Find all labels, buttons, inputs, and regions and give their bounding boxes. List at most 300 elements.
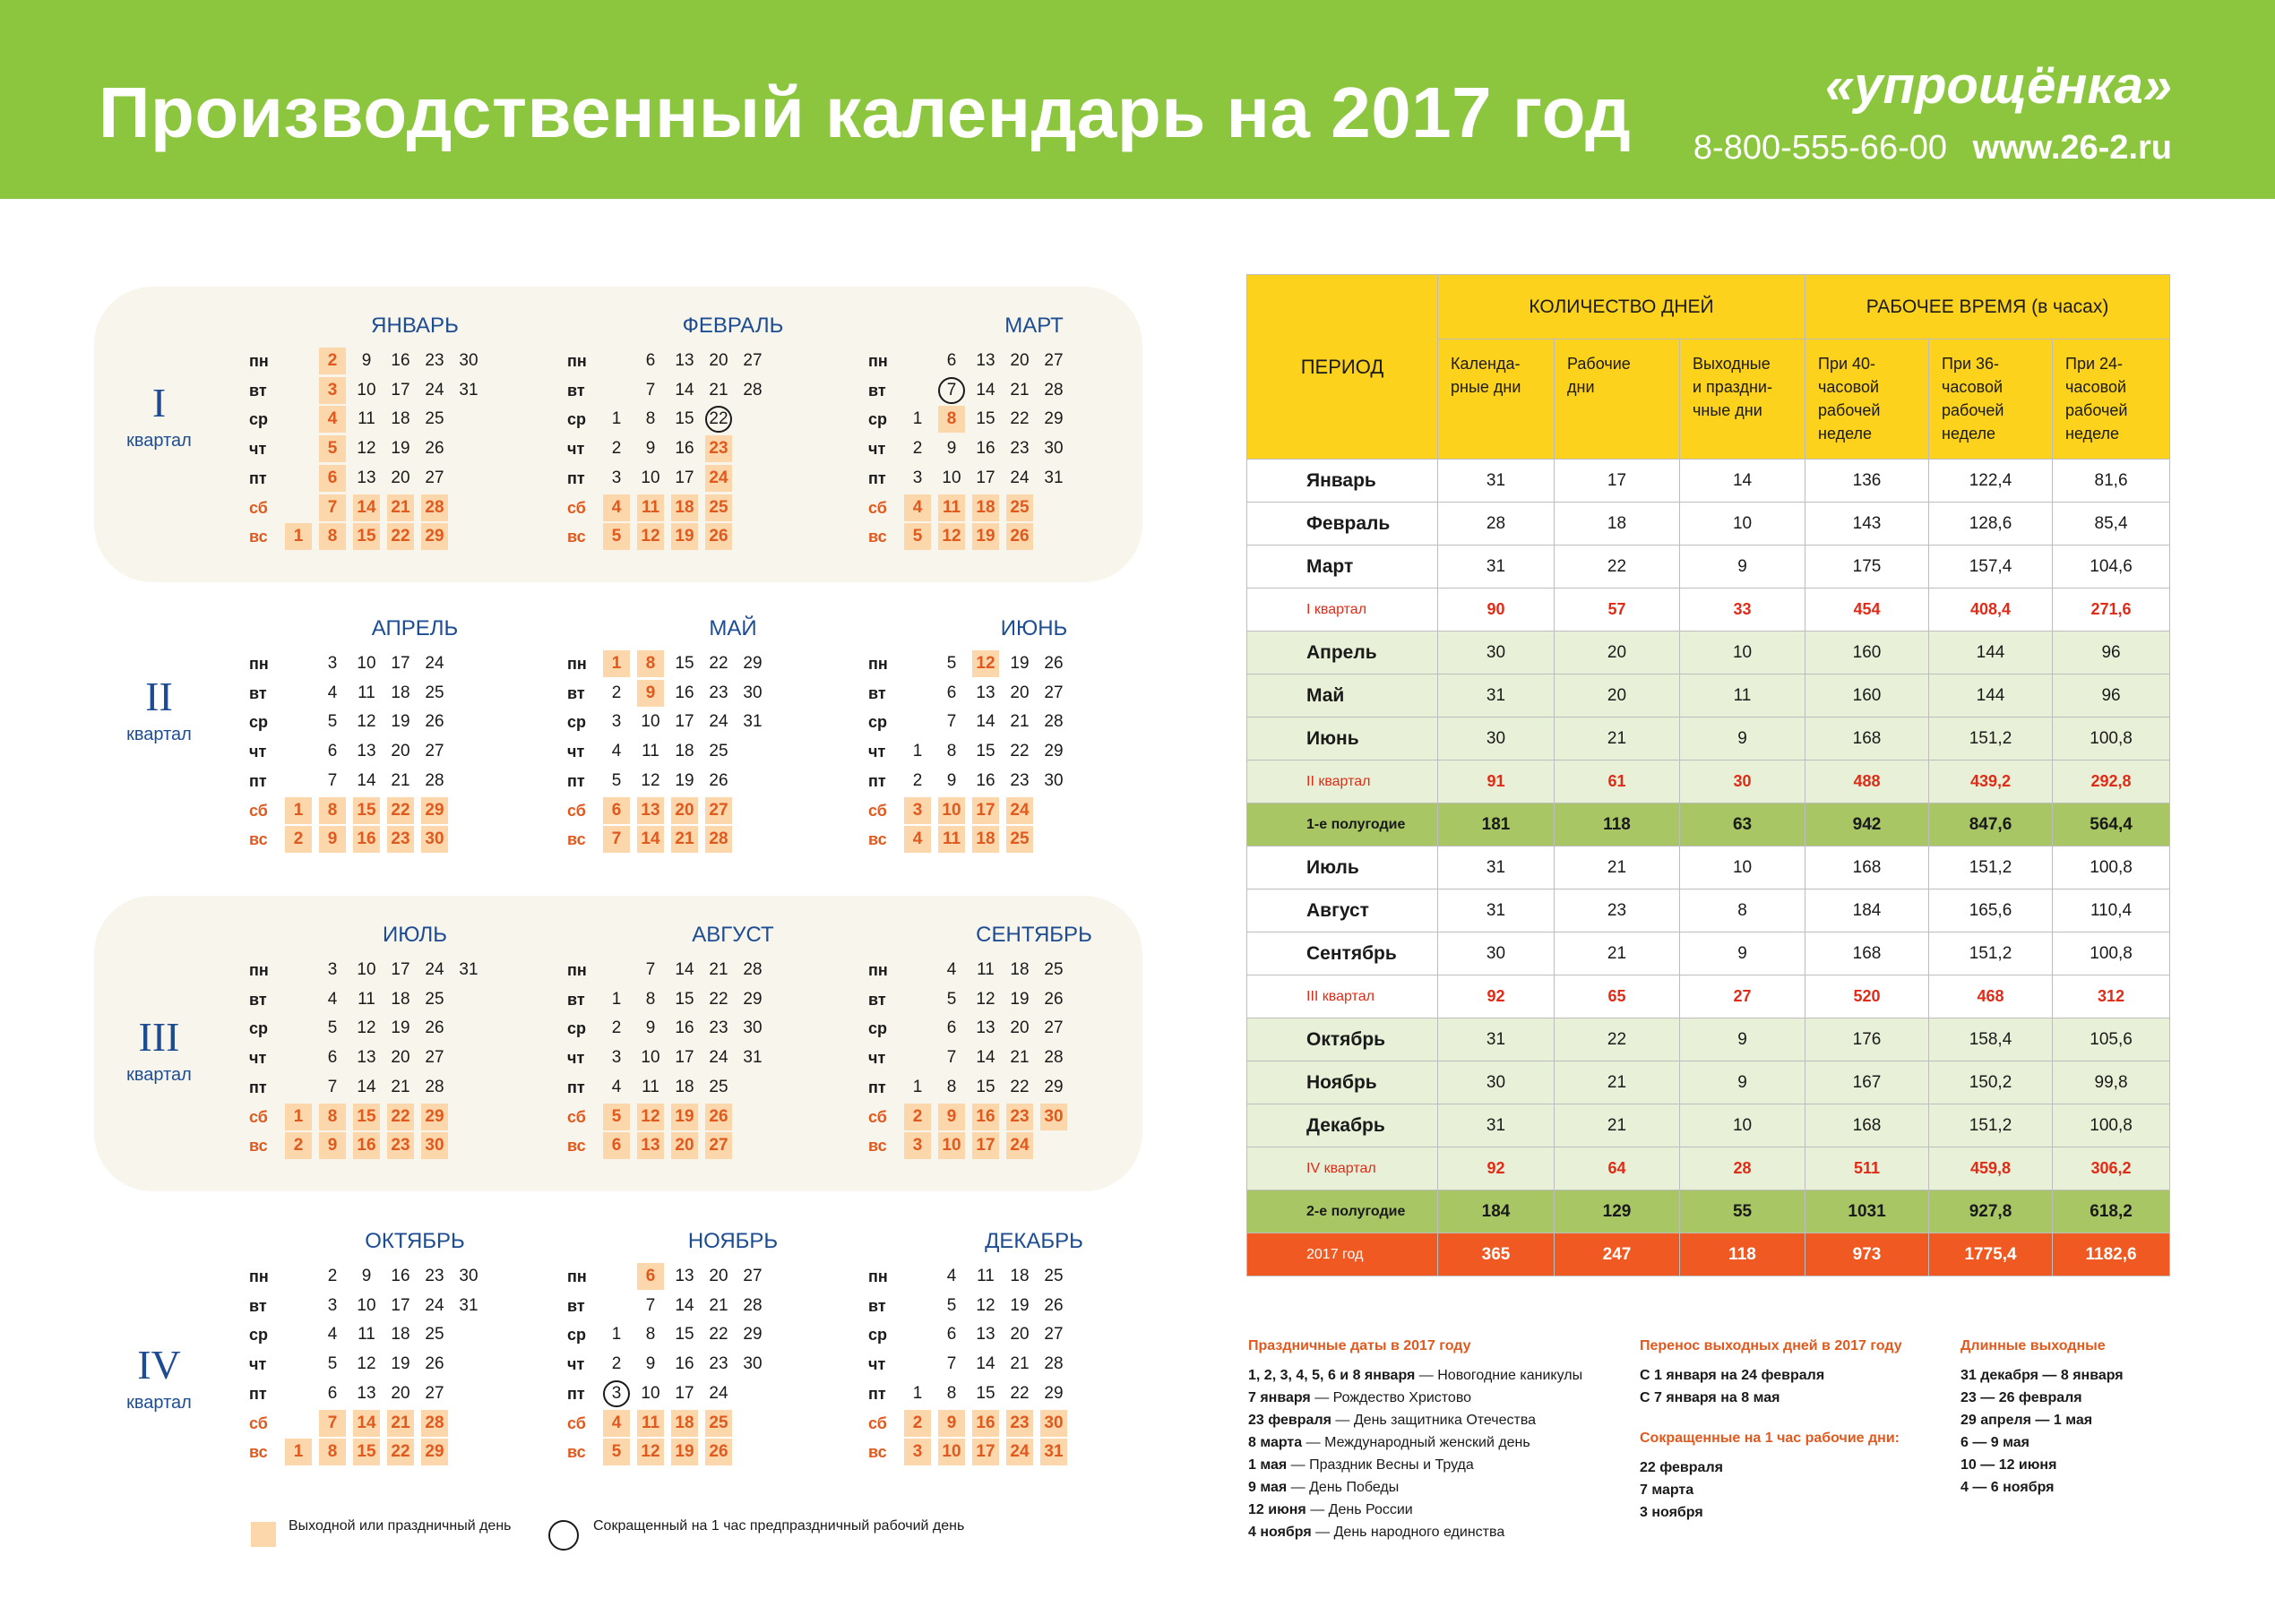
day-cell: 17 <box>675 1048 694 1068</box>
weekday-label: чт <box>249 1355 267 1374</box>
value-cell: 21 <box>1555 1104 1680 1147</box>
holiday-day-cell: 12 <box>637 1104 664 1130</box>
day-cell: 19 <box>391 1354 410 1374</box>
day-cell: 30 <box>743 1018 763 1038</box>
value-cell: 176 <box>1805 1018 1929 1061</box>
quarter-label-2: II квартал <box>126 674 192 744</box>
day-cell: 30 <box>743 683 763 702</box>
weekday-label: пн <box>249 1267 269 1285</box>
long-weekend-item: 29 апреля — 1 мая <box>1960 1413 2093 1428</box>
value-cell: 9 <box>1680 1018 1805 1061</box>
day-cell: 10 <box>641 1048 660 1068</box>
month-name: СЕНТЯБРЬ <box>976 923 1092 947</box>
weekday-label: чт <box>249 440 267 459</box>
value-cell: 31 <box>1438 846 1555 889</box>
weekday-row <box>249 523 536 550</box>
holiday-day-cell: 6 <box>319 465 346 492</box>
day-cell: 22 <box>1010 1383 1030 1403</box>
day-cell: 27 <box>743 351 763 370</box>
weekday-label: вт <box>567 1296 585 1315</box>
day-cell: 8 <box>946 742 957 761</box>
day-cell: 2 <box>611 1354 622 1374</box>
month-3 <box>868 314 1155 582</box>
day-cell: 27 <box>743 1267 763 1285</box>
holiday-day-cell: 4 <box>904 494 931 521</box>
day-cell: 13 <box>357 468 376 487</box>
website-link[interactable]: www.26-2.ru <box>1972 129 2172 167</box>
day-cell: 18 <box>391 683 410 702</box>
holiday-day-cell: 16 <box>353 826 380 853</box>
day-cell: 11 <box>358 409 375 429</box>
weekday-label: чт <box>868 1049 886 1068</box>
holiday-day-cell: 26 <box>705 1439 732 1465</box>
weekday-label: вс <box>868 830 887 849</box>
weekday-label: пн <box>868 352 888 370</box>
holiday-day-cell: 8 <box>319 1439 346 1465</box>
value-cell: 30 <box>1680 760 1805 803</box>
holiday-day-cell: 22 <box>387 523 414 550</box>
weekday-row <box>567 709 854 735</box>
value-cell: 20 <box>1555 675 1680 717</box>
day-cell: 28 <box>1044 712 1064 732</box>
transfer-item: С 7 января на 8 мая <box>1640 1390 1780 1405</box>
day-cell: 4 <box>327 989 338 1009</box>
holiday-day-cell: 20 <box>671 1132 698 1159</box>
day-cell: 23 <box>1010 439 1030 459</box>
holiday-day-cell: 18 <box>972 826 999 853</box>
day-cell: 3 <box>912 468 923 487</box>
day-cell: 25 <box>425 683 444 702</box>
period-cell: Апрель <box>1247 632 1438 675</box>
weekday-label: чт <box>868 1355 886 1374</box>
weekday-label: ср <box>868 1326 888 1345</box>
weekday-row <box>567 348 854 374</box>
value-cell: 21 <box>1555 1061 1680 1104</box>
value-cell: 511 <box>1805 1147 1929 1190</box>
holiday-day-cell: 30 <box>1040 1410 1067 1437</box>
month-12 <box>868 1229 1155 1498</box>
weekday-row <box>868 406 1155 433</box>
day-cell: 15 <box>675 1325 694 1345</box>
weekday-row <box>868 1044 1155 1071</box>
weekday-label: пн <box>249 655 269 673</box>
weekday-row <box>249 1439 536 1465</box>
table-row <box>1247 846 2170 889</box>
weekday-row <box>567 1439 854 1465</box>
holiday-day-cell: 8 <box>938 406 965 433</box>
day-cell: 18 <box>1010 1267 1030 1285</box>
month-name: АВГУСТ <box>692 923 774 947</box>
weekday-row <box>249 986 536 1013</box>
value-cell: 168 <box>1805 846 1929 889</box>
weekday-label: сб <box>567 801 586 820</box>
weekday-label: ср <box>567 410 587 429</box>
short-day-cell: 7 <box>938 377 965 404</box>
day-cell: 25 <box>425 1325 444 1345</box>
weekday-row <box>868 1015 1155 1042</box>
weekday-row <box>868 435 1155 462</box>
holiday-day-cell: 3 <box>904 1132 931 1159</box>
holiday-day-cell: 7 <box>319 494 346 521</box>
day-cell: 30 <box>1044 439 1064 459</box>
month-name: МАЙ <box>709 616 757 640</box>
month-7 <box>249 923 536 1191</box>
weekday-row <box>249 465 536 492</box>
day-cell: 24 <box>709 712 728 732</box>
weekday-label: пт <box>249 771 267 790</box>
holiday-day-cell: 24 <box>1006 797 1033 824</box>
weekday-row <box>249 680 536 707</box>
day-cell: 17 <box>391 1295 410 1315</box>
holiday-day-cell: 27 <box>705 1132 732 1159</box>
month-2 <box>567 314 854 582</box>
weekday-row <box>249 1044 536 1071</box>
day-cell: 1 <box>912 1077 923 1096</box>
value-cell: 92 <box>1438 1147 1555 1190</box>
holiday-day-cell: 23 <box>705 435 732 462</box>
holiday-day-cell: 18 <box>671 494 698 521</box>
day-cell: 26 <box>425 439 444 459</box>
day-cell: 2 <box>611 439 622 459</box>
table-row <box>1247 1018 2170 1061</box>
weekday-label: сб <box>868 498 887 517</box>
value-cell: 408,4 <box>1929 589 2053 632</box>
period-cell: III квартал <box>1247 975 1438 1018</box>
day-cell: 9 <box>645 1354 656 1374</box>
weekday-label: сб <box>868 1413 887 1432</box>
day-cell: 25 <box>709 742 728 761</box>
day-cell: 28 <box>743 1295 763 1315</box>
day-cell: 10 <box>942 468 961 487</box>
weekday-label: пт <box>567 771 585 790</box>
day-cell: 30 <box>743 1354 763 1374</box>
short-day-cell: 3 <box>603 1380 630 1407</box>
holiday-day-cell: 29 <box>421 797 448 824</box>
long-weekends-block <box>1960 1335 2193 1499</box>
weekday-label: ср <box>249 410 269 429</box>
day-cell: 12 <box>976 1295 995 1315</box>
weekday-label: сб <box>868 801 887 820</box>
weekday-label: пт <box>868 1384 886 1403</box>
day-cell: 21 <box>709 380 728 400</box>
period-cell: Август <box>1247 889 1438 932</box>
day-cell: 13 <box>357 742 376 761</box>
day-cell: 19 <box>1010 654 1030 673</box>
holiday-day-cell: 30 <box>421 826 448 853</box>
value-cell: 91 <box>1438 760 1555 803</box>
period-cell: Март <box>1247 546 1438 589</box>
value-cell: 11 <box>1680 675 1805 717</box>
day-cell: 29 <box>743 1325 763 1345</box>
day-cell: 20 <box>709 1267 728 1285</box>
short-day-cell: 22 <box>705 406 732 433</box>
period-cell: Октябрь <box>1247 1018 1438 1061</box>
working-time-table <box>1246 274 2170 1276</box>
weekday-label: вс <box>249 1137 268 1156</box>
weekday-row <box>868 1132 1155 1159</box>
value-cell: 459,8 <box>1929 1147 2053 1190</box>
holiday-dates-title: Праздничные даты в 2017 году <box>1248 1338 1471 1353</box>
holiday-day-cell: 10 <box>938 797 965 824</box>
holiday-day-cell: 12 <box>972 650 999 677</box>
holiday-day-cell: 4 <box>904 826 931 853</box>
day-cell: 7 <box>327 1077 338 1096</box>
holiday-item: 4 ноября — День народного единства <box>1248 1525 1505 1540</box>
day-cell: 24 <box>1010 468 1030 487</box>
value-cell: 21 <box>1555 932 1680 975</box>
day-cell: 21 <box>1010 712 1030 732</box>
day-cell: 11 <box>358 683 375 702</box>
holiday-day-cell: 12 <box>637 1439 664 1465</box>
weekday-label: вт <box>249 381 267 400</box>
weekday-row <box>868 1410 1155 1437</box>
weekday-label: пн <box>868 1267 888 1285</box>
value-cell: 100,8 <box>2053 846 2170 889</box>
value-cell: 271,6 <box>2053 589 2170 632</box>
day-cell: 9 <box>645 1018 656 1038</box>
day-cell: 26 <box>425 1354 444 1374</box>
weekday-label: ср <box>868 1019 888 1038</box>
day-cell: 31 <box>1044 468 1064 487</box>
holiday-dates-block <box>1248 1335 1642 1543</box>
long-weekend-item: 4 — 6 ноября <box>1960 1480 2055 1495</box>
day-cell: 18 <box>675 1077 694 1096</box>
value-cell: 468 <box>1929 975 2053 1018</box>
day-cell: 22 <box>709 654 728 673</box>
value-cell: 365 <box>1438 1233 1555 1276</box>
table-row <box>1247 803 2170 846</box>
value-cell: 158,4 <box>1929 1018 2053 1061</box>
holiday-day-cell: 25 <box>1006 494 1033 521</box>
day-cell: 28 <box>1044 1354 1064 1374</box>
weekday-label: чт <box>567 743 585 761</box>
weekday-label: ср <box>567 713 587 732</box>
day-cell: 15 <box>976 1077 995 1096</box>
weekday-label: вс <box>249 528 268 546</box>
weekday-row <box>868 650 1155 677</box>
day-cell: 4 <box>946 1267 957 1285</box>
weekday-row <box>249 494 536 521</box>
weekday-row <box>249 1321 536 1348</box>
day-cell: 23 <box>425 351 444 370</box>
quarter-label-3: III квартал <box>126 1014 192 1085</box>
weekday-label: пт <box>868 1078 886 1096</box>
holiday-day-cell: 8 <box>319 523 346 550</box>
quarter-label-1: I квартал <box>126 380 192 451</box>
value-cell: 10 <box>1680 846 1805 889</box>
day-cell: 1 <box>611 409 622 429</box>
day-cell: 28 <box>743 960 763 979</box>
day-cell: 25 <box>425 989 444 1009</box>
long-weekend-item: 31 декабря — 8 января <box>1960 1368 2124 1383</box>
month-name: ДЕКАБРЬ <box>985 1229 1083 1253</box>
month-5 <box>567 616 854 885</box>
value-cell: 973 <box>1805 1233 1929 1276</box>
day-cell: 15 <box>976 1383 995 1403</box>
value-cell: 31 <box>1438 460 1555 503</box>
day-cell: 18 <box>1010 960 1030 979</box>
holiday-day-cell: 2 <box>319 348 346 374</box>
day-cell: 15 <box>675 989 694 1009</box>
value-cell: 96 <box>2053 632 2170 675</box>
value-cell: 181 <box>1438 803 1555 846</box>
holiday-day-cell: 1 <box>285 1439 312 1465</box>
weekday-label: пт <box>249 468 267 487</box>
weekday-label: вс <box>567 830 586 849</box>
weekday-row <box>249 1104 536 1130</box>
holiday-day-cell: 19 <box>671 1439 698 1465</box>
day-cell: 19 <box>1010 989 1030 1009</box>
holiday-day-cell: 5 <box>904 523 931 550</box>
weekday-row <box>249 738 536 765</box>
table-row <box>1247 675 2170 717</box>
day-cell: 11 <box>358 989 375 1009</box>
holiday-day-cell: 15 <box>353 1439 380 1465</box>
month-name: МАРТ <box>1004 314 1064 338</box>
day-cell: 6 <box>327 1383 338 1403</box>
day-cell: 9 <box>361 351 372 370</box>
holiday-item: 7 января — Рождество Христово <box>1248 1390 1472 1405</box>
day-cell: 15 <box>976 409 995 429</box>
weekday-row <box>567 1044 854 1071</box>
day-cell: 26 <box>1044 654 1064 673</box>
holiday-day-cell: 7 <box>319 1410 346 1437</box>
weekday-row <box>868 680 1155 707</box>
holiday-day-cell: 19 <box>671 1104 698 1130</box>
holiday-day-cell: 8 <box>637 650 664 677</box>
value-cell: 167 <box>1805 1061 1929 1104</box>
month-name: ИЮНЬ <box>1000 616 1068 640</box>
day-cell: 15 <box>976 742 995 761</box>
holiday-day-cell: 9 <box>319 826 346 853</box>
holiday-day-cell: 17 <box>972 797 999 824</box>
period-cell: 2017 год <box>1247 1233 1438 1276</box>
weekday-row <box>868 465 1155 492</box>
weekday-label: ср <box>249 1326 269 1345</box>
day-cell: 16 <box>976 770 995 790</box>
day-cell: 9 <box>361 1267 372 1285</box>
value-cell: 942 <box>1805 803 1929 846</box>
day-cell: 14 <box>976 380 995 400</box>
weekday-label: пт <box>567 1078 585 1096</box>
weekday-row <box>567 986 854 1013</box>
value-cell: 92 <box>1438 975 1555 1018</box>
weekday-row <box>567 1410 854 1437</box>
weekday-row <box>868 494 1155 521</box>
holiday-day-cell: 14 <box>353 494 380 521</box>
day-cell: 9 <box>946 770 957 790</box>
day-cell: 8 <box>946 1077 957 1096</box>
holiday-day-cell: 21 <box>387 1410 414 1437</box>
holiday-day-cell: 28 <box>421 494 448 521</box>
holiday-day-cell: 5 <box>319 435 346 462</box>
holiday-day-cell: 14 <box>353 1410 380 1437</box>
holiday-day-cell: 25 <box>705 494 732 521</box>
day-cell: 8 <box>645 1325 656 1345</box>
weekday-row <box>868 1439 1155 1465</box>
day-cell: 20 <box>1010 351 1030 370</box>
day-cell: 17 <box>391 380 410 400</box>
weekday-label: вс <box>868 1443 887 1462</box>
short-day-item: 22 февраля <box>1640 1460 1723 1475</box>
value-cell: 100,8 <box>2053 717 2170 760</box>
holiday-day-cell: 6 <box>637 1263 664 1290</box>
period-cell: IV квартал <box>1247 1147 1438 1190</box>
weekday-row <box>249 1074 536 1101</box>
value-cell: 9 <box>1680 932 1805 975</box>
day-cell: 14 <box>357 1077 376 1096</box>
value-cell: 30 <box>1438 932 1555 975</box>
holiday-day-cell: 10 <box>938 1439 965 1465</box>
day-cell: 26 <box>709 770 728 790</box>
transfers-block <box>1640 1335 1935 1524</box>
value-cell: 136 <box>1805 460 1929 503</box>
day-cell: 2 <box>327 1267 338 1285</box>
day-cell: 29 <box>1044 1077 1064 1096</box>
weekday-label: сб <box>567 1107 586 1126</box>
day-cell: 14 <box>675 960 694 979</box>
weekday-row <box>249 406 536 433</box>
value-cell: 30 <box>1438 717 1555 760</box>
weekday-label: вс <box>868 1137 887 1156</box>
day-cell: 3 <box>611 1048 622 1068</box>
column-header: При 36- часовой рабочей неделе <box>1929 339 2053 460</box>
day-cell: 5 <box>946 989 957 1009</box>
holiday-day-cell: 1 <box>603 650 630 677</box>
day-cell: 23 <box>709 1354 728 1374</box>
weekday-label: ср <box>249 1019 269 1038</box>
day-cell: 6 <box>327 1048 338 1068</box>
value-cell: 306,2 <box>2053 1147 2170 1190</box>
day-cell: 14 <box>675 380 694 400</box>
day-cell: 26 <box>425 1018 444 1038</box>
holiday-day-cell: 29 <box>421 523 448 550</box>
weekday-label: пн <box>249 961 269 979</box>
value-cell: 22 <box>1555 1018 1680 1061</box>
day-cell: 13 <box>976 683 995 702</box>
weekday-label: вт <box>249 990 267 1009</box>
holiday-day-cell: 7 <box>603 826 630 853</box>
day-cell: 16 <box>976 439 995 459</box>
day-cell: 22 <box>1010 1077 1030 1096</box>
holiday-day-cell: 3 <box>904 1439 931 1465</box>
weekday-label: вс <box>249 830 268 849</box>
value-cell: 9 <box>1680 546 1805 589</box>
short-days-title: Сокращенные на 1 час рабочие дни: <box>1640 1431 1900 1446</box>
month-name: ЯНВАРЬ <box>371 314 459 338</box>
value-cell: 143 <box>1805 503 1929 546</box>
period-cell: 1-е полугодие <box>1247 803 1438 846</box>
day-cell: 11 <box>642 742 659 761</box>
holiday-day-cell: 20 <box>671 797 698 824</box>
day-cell: 15 <box>675 409 694 429</box>
holiday-item: 23 февраля — День защитника Отечества <box>1248 1413 1537 1428</box>
phone-number[interactable]: 8-800-555-66-00 <box>1693 129 1947 167</box>
long-weekend-item: 10 — 12 июня <box>1960 1457 2057 1473</box>
contacts <box>1693 129 2172 168</box>
day-cell: 17 <box>675 712 694 732</box>
day-cell: 9 <box>645 439 656 459</box>
day-cell: 28 <box>743 380 763 400</box>
day-cell: 27 <box>1044 351 1064 370</box>
holiday-day-cell: 18 <box>972 494 999 521</box>
value-cell: 151,2 <box>1929 717 2053 760</box>
month-9 <box>868 923 1155 1191</box>
weekday-row <box>249 377 536 404</box>
holiday-day-cell: 3 <box>319 377 346 404</box>
holiday-day-cell: 23 <box>1006 1410 1033 1437</box>
day-cell: 28 <box>425 770 444 790</box>
